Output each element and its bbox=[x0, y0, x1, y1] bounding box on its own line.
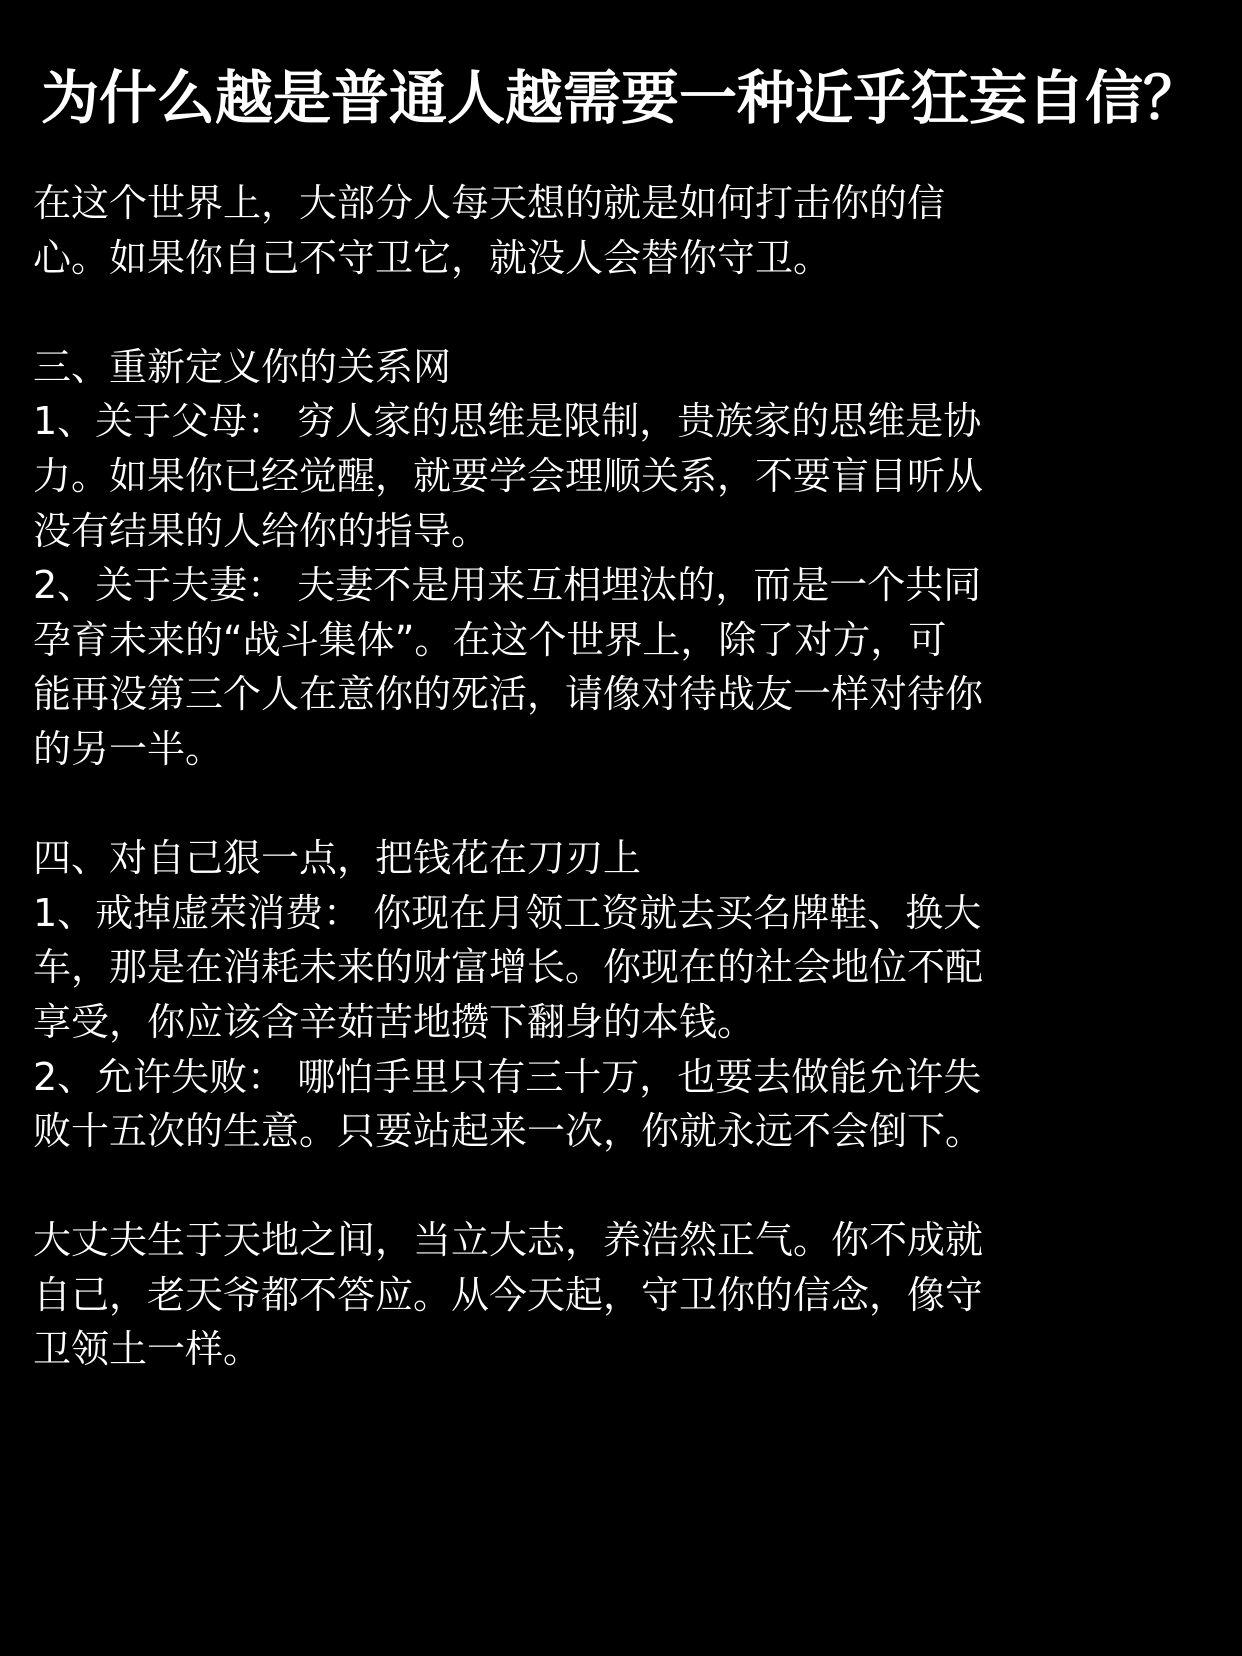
paragraph-intro bbox=[33, 176, 993, 285]
text-line: 自己，老天爷都不答应。从今天起，守卫你的信念，像守 bbox=[33, 1272, 984, 1317]
paragraph-gap bbox=[33, 777, 993, 832]
text-line: 在这个世界上，大部分人每天想的就是如何打击你的信 bbox=[33, 181, 946, 225]
text-line: 1、戒掉虚荣消费： 你现在月领工资就去买名牌鞋、换大 bbox=[33, 890, 982, 935]
document-body bbox=[33, 176, 993, 1377]
document-title: 为什么越是普通人越需要一种近乎狂妄自信？ bbox=[40, 64, 1201, 132]
text-line: 2、允许失败： 哪怕手里只有三十万，也要去做能允许失 bbox=[33, 1054, 982, 1099]
paragraph-conclusion bbox=[33, 1213, 993, 1377]
text-line: 心。如果你自己不守卫它，就没人会替你守卫。 bbox=[33, 235, 832, 280]
text-line: 的另一半。 bbox=[33, 726, 224, 771]
text-line: 力。如果你已经觉醒，就要学会理顺关系，不要盲目听从 bbox=[33, 453, 984, 498]
section-heading: 四、对自己狠一点，把钱花在刀刃上 bbox=[33, 836, 642, 881]
text-line: 1、关于父母： 穷人家的思维是限制，贵族家的思维是协 bbox=[33, 399, 982, 444]
paragraph-gap bbox=[33, 285, 993, 340]
text-line: 卫领土一样。 bbox=[33, 1327, 262, 1372]
text-line: 没有结果的人给你的指导。 bbox=[33, 508, 490, 553]
paragraph-section-four bbox=[33, 831, 993, 1159]
text-line: 享受，你应该含辛茹苦地攒下翻身的本钱。 bbox=[33, 999, 756, 1044]
text-line: 车，那是在消耗未来的财富增长。你现在的社会地位不配 bbox=[33, 945, 984, 990]
section-heading: 三、重新定义你的关系网 bbox=[33, 344, 452, 389]
text-line: 孕育未来的“战斗集体”。在这个世界上，除了对方，可 bbox=[33, 617, 947, 662]
text-line: 大丈夫生于天地之间，当立大志，养浩然正气。你不成就 bbox=[33, 1218, 984, 1263]
paragraph-gap bbox=[33, 1159, 993, 1214]
text-line: 2、关于夫妻： 夫妻不是用来互相埋汰的，而是一个共同 bbox=[33, 563, 982, 608]
paragraph-section-three bbox=[33, 340, 993, 777]
text-line: 能再没第三个人在意你的死活，请像对待战友一样对待你 bbox=[33, 672, 984, 717]
text-line: 败十五次的生意。只要站起来一次，你就永远不会倒下。 bbox=[33, 1109, 984, 1154]
